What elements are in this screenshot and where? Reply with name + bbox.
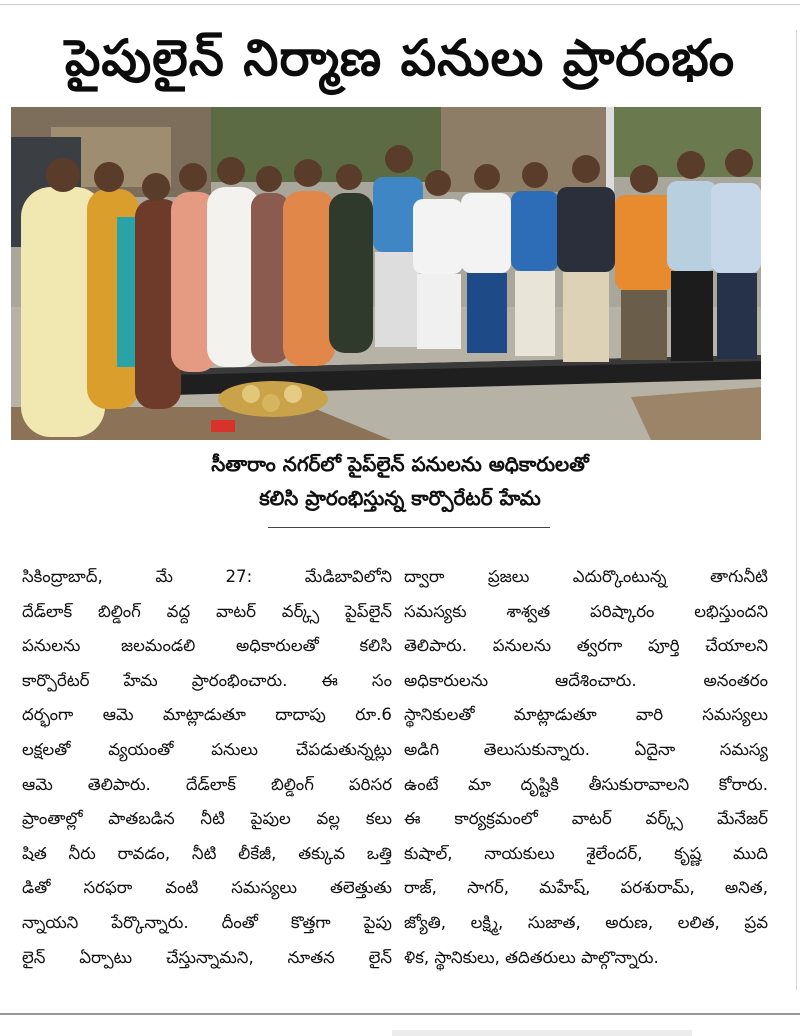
caption-divider <box>268 527 550 528</box>
article-line: కుషాల్, నాయకులు శైలేందర్, కృష్ణ ముది <box>404 843 768 863</box>
article-line: సమస్యకు శాశ్వత పరిష్కారం లభిస్తుందని <box>404 601 768 621</box>
article-line: డితో సరఫరా వంటి సమస్యలు తలెత్తుతు <box>22 878 392 898</box>
article-line: తెలిపారు. పనులను త్వరగా పూర్తి చేయాలని <box>404 636 768 656</box>
article-line: షిత నీరు రావడం, నీటి లీకేజీ, తక్కువ ఒత్తి <box>22 843 392 863</box>
article-line: దర్భంగా ఆమె మాట్లాడుతూ దాదాపు రూ.6 <box>22 705 392 725</box>
article-line: ళిక, స్థానికులు, తదితరులు పాల్గొన్నారు. <box>404 947 659 967</box>
article-line: సికింద్రాబాద్, మే 27: మేడిబావిలోని <box>22 567 392 586</box>
article-line: ఈ కార్యక్రమంలో వాటర్ వర్క్స్ మేనేజర్ <box>404 809 768 829</box>
photo-caption-line-2: కలిసి ప్రారంభిస్తున్న కార్పొరేటర్ హేమ <box>259 486 541 510</box>
page-headline: పైపులైన్ నిర్మాణ పనులు ప్రారంభం <box>64 29 736 87</box>
article-line: స్థానికులతో మాట్లాడుతూ వారి సమస్యలు <box>404 705 768 725</box>
article-line: ద్వారా ప్రజలు ఎదుర్కొంటున్న తాగునీటి <box>404 567 768 586</box>
article-column-left <box>22 560 392 975</box>
article-line: అడిగి తెలుసుకున్నారు. ఏదైనా సమస్య <box>404 739 768 759</box>
article-line: దేడ్‌లాక్ బిల్డింగ్ వద్ద వాటర్ వర్క్స్ పైప్‌లైన్ <box>22 601 392 621</box>
article-line: ఉంటే మా దృష్టికి తీసుకురావాలని కోరారు. <box>404 774 768 794</box>
article-line: ఆమె తెలిపారు. దేడ్‌లాక్ బిల్డింగ్ పరిసర <box>22 774 392 794</box>
top-border <box>0 4 800 5</box>
article-line: లక్షలతో వ్యయంతో పనులు చేపడుతున్నట్లు <box>22 739 392 759</box>
article-line: న్నాయని పేర్కొన్నారు. దీంతో కొత్తగా పైపు <box>22 912 392 932</box>
bottom-border <box>0 1013 800 1015</box>
article-line: పనులను జలమండలి అధికారులతో కలిసి <box>22 636 392 656</box>
news-photo <box>11 107 761 440</box>
article-line: జ్యోతి, లక్ష్మి, సుజాత, అరుణ, లలిత, ప్రవ <box>404 912 768 932</box>
article-line: కార్పొరేటర్ హేమ ప్రారంభించారు. ఈ సం <box>22 670 392 690</box>
next-article-edge <box>392 1030 692 1036</box>
article-line: రాజ్, సాగర్, మహేష్, పరశురామ్, అనిత, <box>404 878 768 898</box>
article-line: ప్రాంతాల్లో పాతబడిన నీటి పైపుల వల్ల కలు <box>22 809 392 829</box>
article-line: అధికారులను ఆదేశించారు. అనంతరం <box>404 670 768 690</box>
article-column-right <box>404 560 768 975</box>
article-line: లైన్ ఏర్పాటు చేస్తున్నామని, నూతన లైన్ <box>22 947 392 967</box>
photo-caption-line-1: సీతారాం నగర్‌లో పైప్‌లైన్ పనులను అధికారులతో <box>211 452 589 476</box>
